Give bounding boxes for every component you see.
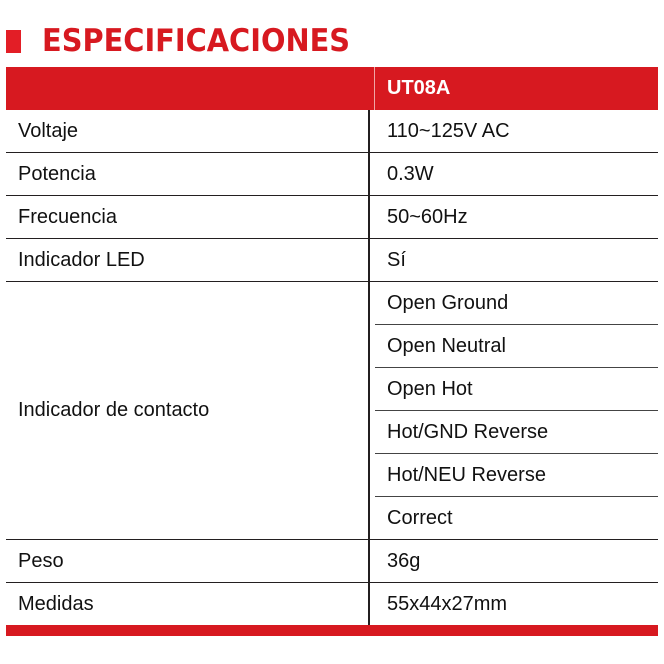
row-value: 36g [387,550,421,572]
contact-state [375,497,658,539]
contact-state [375,454,658,497]
spec-table [6,67,658,625]
contact-state-label: Correct [387,507,453,529]
group-label: Indicador de contacto [18,399,210,421]
footer-bar [6,625,658,636]
row-value: 50~60Hz [387,206,468,228]
title-marker [6,30,21,53]
row-label: Frecuencia [18,206,117,228]
contact-state-label: Open Ground [387,292,509,314]
contact-state-label: Open Hot [387,378,473,400]
row-label: Peso [18,550,64,572]
row-label: Voltaje [18,120,79,142]
table-row-indicador-led [6,239,658,282]
table-row-frecuencia [6,196,658,239]
row-value: 110~125V AC [387,120,510,142]
contact-state-label: Open Neutral [387,335,506,357]
row-value: 55x44x27mm [387,593,508,615]
model-header: UT08A [387,77,451,99]
row-label: Indicador LED [18,249,145,271]
table-header [6,67,658,110]
page-title: ESPECIFICACIONES [42,23,351,59]
row-label: Potencia [18,163,96,185]
column-divider [368,110,370,625]
contact-state [375,411,658,454]
table-group-indicador-contacto [6,282,658,540]
contact-state [375,368,658,411]
contact-state-label: Hot/NEU Reverse [387,464,546,486]
row-value: Sí [387,249,406,271]
table-row-peso [6,540,658,583]
table-row-voltaje [6,110,658,153]
header-divider [374,67,375,110]
contact-state-label: Hot/GND Reverse [387,421,549,443]
table-row-medidas [6,583,658,625]
row-value: 0.3W [387,163,434,185]
section-title [6,22,373,60]
contact-state [375,325,658,368]
table-row-potencia [6,153,658,196]
row-label: Medidas [18,593,94,615]
contact-state [375,282,658,325]
